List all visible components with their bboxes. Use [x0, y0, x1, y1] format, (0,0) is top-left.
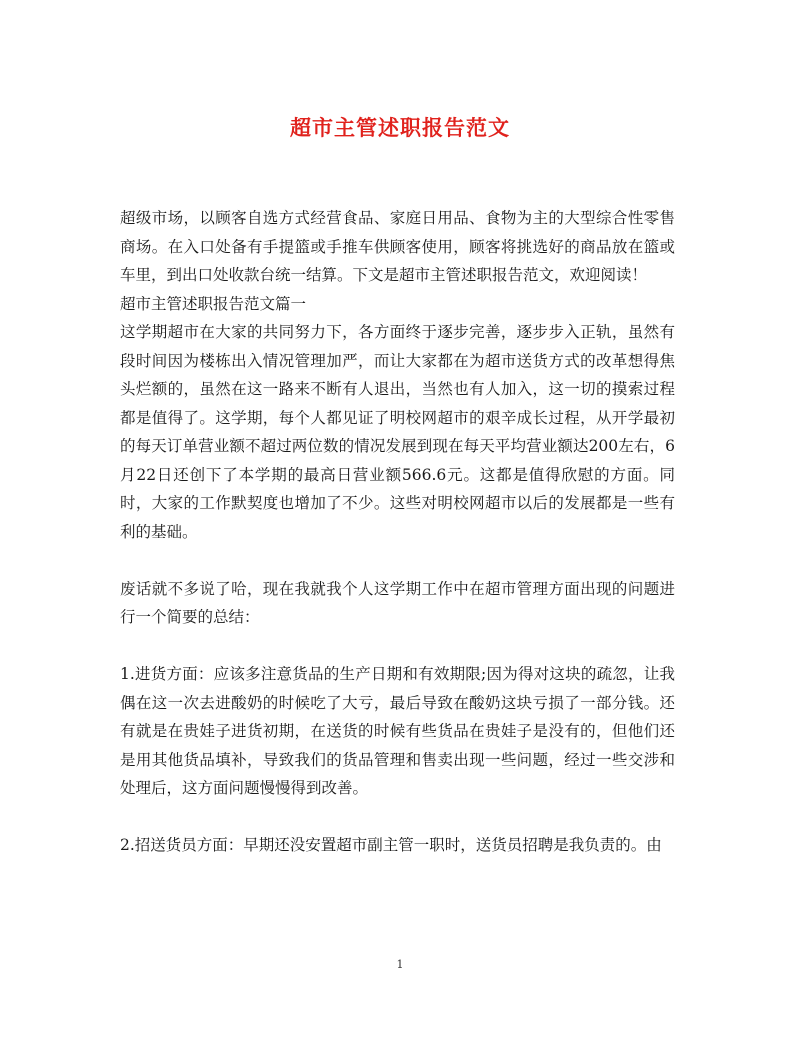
page-number: 1	[396, 958, 404, 971]
section-heading: 超市主管述职报告范文篇一	[120, 294, 307, 313]
document-title: 超市主管述职报告范文	[290, 115, 510, 140]
document-body	[120, 204, 675, 860]
list-item-paragraph: 2.招送货员方面：早期还没安置超市副主管一职时，送货员招聘是我负责的。由	[120, 836, 662, 854]
list-item-paragraph: 1.进货方面：应该多注意货品的生产日期和有效期限;因为得对这块的疏忽，让我偶在这一次去进酸奶的时候吃了大亏，最后导致在酸奶这块亏损了一部分钱。还有就是在贵娃子进货初期，在送货的时候有些货品在贵娃子是没有的，但他们还是用其他货品填补，导致我们的货品管理和售卖出现一些问题，经过一些交涉和处理后，这方面问题慢慢得到改善。	[120, 665, 675, 797]
body-paragraph: 废话就不多说了哈，现在我就我个人这学期工作中在超市管理方面出现的问题进行一个简要的总结：	[120, 579, 675, 626]
intro-paragraph: 超级市场，以顾客自选方式经营食品、家庭日用品、食物为主的大型综合性零售商场。在入口处备有手提篮或手推车供顾客使用，顾客将挑选好的商品放在篮或车里，到出口处收款台统一结算。下文是超市主管述职报告范文，欢迎阅读！	[120, 209, 675, 284]
body-paragraph: 这学期超市在大家的共同努力下，各方面终于逐步完善，逐步步入正轨，虽然有段时间因为楼栋出入情况管理加严，而让大家都在为超市送货方式的改革想得焦头烂额的，虽然在这一路来不断有人退出，当然也有人加入，这一切的摸索过程都是值得了。这学期，每个人都见证了明校网超市的艰辛成长过程，从开学最初的每天订单营业额不超过两位数的情况发展到现在每天平均营业额达200左右，6月22日还创下了本学期的最高日营业额566.6元。这都是值得欣慰的方面。同时，大家的工作默契度也增加了不少。这些对明校网超市以后的发展都是一些有利的基础。	[120, 323, 675, 541]
